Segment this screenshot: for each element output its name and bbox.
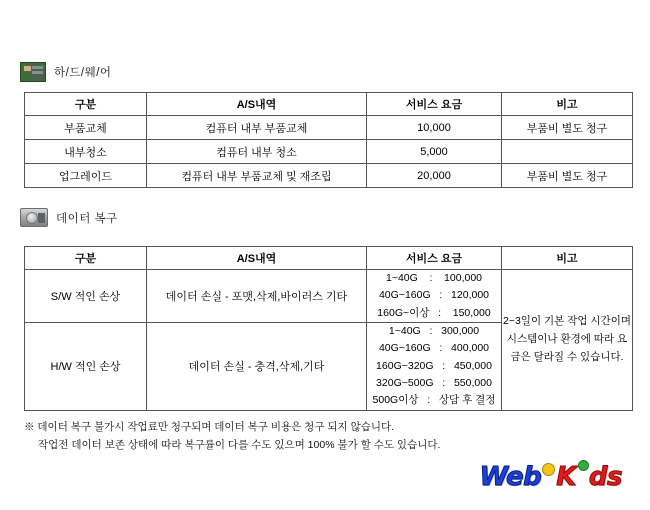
footer-note-line-1: ※ 데이터 복구 불가시 작업료만 청구되며 데이터 복구 비용은 청구 되지 않습니다. — [24, 421, 395, 433]
hardware-section-heading — [20, 62, 112, 82]
cell-detail: 컴퓨터 내부 부품교체 — [147, 116, 367, 140]
column-header-category: 구분 — [25, 247, 147, 270]
cell-price-list — [367, 322, 502, 410]
price-row: 160G~320G : 450,000 — [376, 359, 492, 372]
cell-recovery-note: 2~3일이 기본 작업 시간이며 시스템이나 환경에 따라 요금은 달라질 수 있습니다. — [502, 270, 633, 411]
hardware-table-wrap — [24, 92, 633, 188]
table-header-row — [25, 93, 633, 116]
table-header-row — [25, 247, 633, 270]
table-row — [25, 140, 633, 164]
cell-note — [502, 140, 633, 164]
logo-text-web: Web — [479, 462, 542, 492]
cell-detail: 컴퓨터 내부 청소 — [147, 140, 367, 164]
cell-detail: 데이터 손실 - 포맷,삭제,바이러스 기타 — [147, 270, 367, 323]
table-row — [25, 116, 633, 140]
column-header-category: 구분 — [25, 93, 147, 116]
datarecovery-section-title: 데이터 복구 — [56, 212, 118, 225]
logo-dot-yellow-icon — [542, 463, 555, 476]
table-row — [25, 164, 633, 188]
footer-note-line-2: 작업전 데이터 보존 상태에 따라 복구률이 다를 수도 있으며 100% 불가 할 수도 있습니다. — [38, 439, 441, 452]
logo-dot-green-icon — [578, 460, 589, 471]
cell-fee: 10,000 — [367, 116, 502, 140]
column-header-fee: 서비스 요금 — [367, 93, 502, 116]
webkids-logo — [479, 460, 622, 492]
price-row: 1~40G : 300,000 — [388, 324, 480, 337]
logo-text-kids: K — [556, 462, 576, 492]
datarecovery-section-heading — [20, 208, 118, 227]
column-header-detail: A/S내역 — [147, 247, 367, 270]
cell-category: S/W 적인 손상 — [25, 270, 147, 323]
column-header-note: 비고 — [502, 93, 633, 116]
cell-category: H/W 적인 손상 — [25, 322, 147, 410]
column-header-note: 비고 — [502, 247, 633, 270]
footer-notes — [24, 418, 440, 455]
cell-detail: 컴퓨터 내부 부품교체 및 재조립 — [147, 164, 367, 188]
price-row: 1~40G : 100,000 — [385, 272, 483, 284]
hardware-table — [24, 92, 633, 188]
price-row: 40G~160G : 120,000 — [378, 289, 490, 302]
column-header-detail: A/S내역 — [147, 93, 367, 116]
cell-category: 부품교체 — [25, 116, 147, 140]
price-row: 160G~이상 : 150,000 — [377, 306, 491, 319]
datarecovery-table — [24, 246, 633, 411]
hardware-section-title: 하/드/웨/어 — [54, 67, 112, 79]
cell-price-list — [367, 270, 502, 323]
price-row: 500G이상 : 상담 후 결정 — [372, 394, 496, 407]
harddisk-icon — [20, 208, 48, 227]
cell-fee: 20,000 — [367, 164, 502, 188]
price-row: 40G~160G : 400,000 — [378, 342, 490, 355]
column-header-fee: 서비스 요금 — [367, 247, 502, 270]
table-row — [25, 270, 633, 323]
cell-category: 내부청소 — [25, 140, 147, 164]
motherboard-icon — [20, 62, 46, 82]
cell-note: 부품비 별도 청구 — [502, 116, 633, 140]
datarecovery-table-wrap — [24, 246, 633, 411]
price-row: 320G~500G : 550,000 — [376, 376, 492, 389]
cell-category: 업그레이드 — [25, 164, 147, 188]
cell-detail: 데이터 손실 - 충격,삭제,기타 — [147, 322, 367, 410]
cell-fee: 5,000 — [367, 140, 502, 164]
cell-note: 부품비 별도 청구 — [502, 164, 633, 188]
logo-text-kids-rest: ds — [588, 462, 622, 492]
